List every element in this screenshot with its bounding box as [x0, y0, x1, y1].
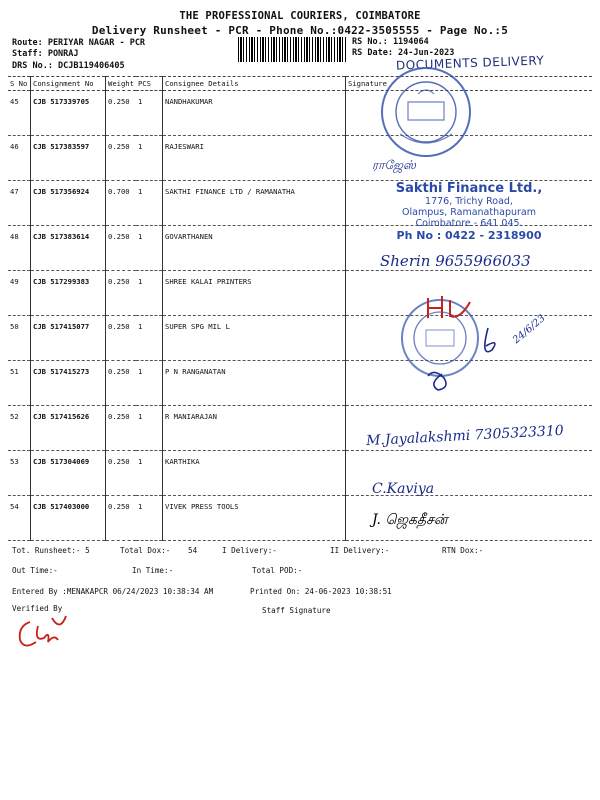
signature-53: C.Kaviya [372, 481, 435, 497]
cell-sno: 49 [8, 271, 31, 316]
cell-pcs: 1 [136, 91, 163, 136]
col-sno: S No [8, 77, 31, 91]
table-row [8, 271, 592, 316]
i-delivery: I Delivery:- [222, 546, 277, 555]
cell-sno: 54 [8, 496, 31, 541]
rtn-dox: RTN Dox:- [442, 546, 484, 555]
company-title: THE PROFESSIONAL COURIERS, COIMBATORE [179, 10, 421, 22]
printed-on: Printed On: 24-06-2023 10:38:51 [250, 587, 392, 596]
table-row [8, 316, 592, 361]
cell-sno: 48 [8, 226, 31, 271]
entered-by: Entered By :MENAKAPCR 06/24/2023 10:38:34 AM [12, 587, 214, 596]
handwritten-scribbles-icon [420, 288, 500, 398]
cell-sno: 45 [8, 91, 31, 136]
out-time: Out Time:- [12, 566, 58, 575]
cell-weight: 0.250 [106, 496, 137, 541]
drs-label: DRS No.: DCJB119406405 [12, 61, 125, 71]
table-row [8, 136, 592, 181]
cell-sno: 52 [8, 406, 31, 451]
cell-pcs: 1 [136, 406, 163, 451]
cell-sno: 47 [8, 181, 31, 226]
cell-weight: 0.250 [106, 91, 137, 136]
cell-pcs: 1 [136, 451, 163, 496]
col-consignment: Consignment No [31, 77, 106, 91]
cell-consignment: CJB 517403000 [31, 496, 106, 541]
cell-consignee: NANDHAKUMAR [163, 91, 346, 136]
documents-delivery-stamp: DOCUMENTS DELIVERY [395, 53, 545, 73]
cell-pcs: 1 [136, 181, 163, 226]
runsheet-subtitle: Delivery Runsheet - PCR - Phone No.:0422-3505555 - Page No.:5 [91, 24, 509, 37]
table-header-row [8, 77, 592, 91]
cell-consignment: CJB 517415273 [31, 361, 106, 406]
total-dox-value: 54 [188, 546, 198, 555]
tot-runsheet: Tot. Runsheet:- 5 [12, 546, 90, 555]
cell-consignee: SUPER SPG MIL L [163, 316, 346, 361]
stamp-address-line2: Olampus, Ramanathapuram [402, 207, 536, 218]
cell-consignment: CJB 517339705 [31, 91, 106, 136]
cell-weight: 0.250 [106, 451, 137, 496]
staff-label: Staff: PONRAJ [12, 49, 79, 59]
staff-signature-label: Staff Signature [262, 606, 331, 615]
cell-consignee: VIVEK PRESS TOOLS [163, 496, 346, 541]
cell-sno: 50 [8, 316, 31, 361]
rs-date: RS Date: 24-Jun-2023 [352, 48, 455, 58]
cell-pcs: 1 [136, 496, 163, 541]
cell-consignee: R MANIARAJAN [163, 406, 346, 451]
cell-sno: 53 [8, 451, 31, 496]
stamp-address-line3: Coimbatore - 641 045. [415, 218, 523, 229]
barcode [238, 37, 346, 62]
cell-weight: 0.700 [106, 181, 137, 226]
cell-weight: 0.250 [106, 271, 137, 316]
cell-consignment: CJB 517415077 [31, 316, 106, 361]
cell-consignment: CJB 517304069 [31, 451, 106, 496]
verified-by: Verified By [12, 604, 63, 613]
stamp-phone: Ph No : 0422 - 2318900 [396, 229, 542, 242]
cell-consignee: KARTHIKA [163, 451, 346, 496]
cell-weight: 0.250 [106, 361, 137, 406]
cell-weight: 0.250 [106, 226, 137, 271]
ii-delivery: II Delivery:- [330, 546, 390, 555]
cell-consignee: SAKTHI FINANCE LTD / RAMANATHA [163, 181, 346, 226]
signature-50-date: 24/6/23 [510, 312, 548, 347]
stamp-address-line1: 1776, Trichy Road, [425, 196, 513, 207]
signature-54: J. ஜெகதீசன் [372, 512, 448, 528]
cell-consignee: SHREE KALAI PRINTERS [163, 271, 346, 316]
in-time: In Time:- [132, 566, 174, 575]
cell-pcs: 1 [136, 316, 163, 361]
cell-sno: 46 [8, 136, 31, 181]
cell-consignment: CJB 517383597 [31, 136, 106, 181]
table-row [8, 496, 592, 541]
cell-weight: 0.250 [106, 316, 137, 361]
signature-52: M.Jayalakshmi 7305323310 [365, 422, 565, 450]
cell-consignment: CJB 517415626 [31, 406, 106, 451]
cell-pcs: 1 [136, 226, 163, 271]
cell-pcs: 1 [136, 271, 163, 316]
company-stamp [384, 181, 554, 242]
table-row [8, 361, 592, 406]
cell-consignment: CJB 517383614 [31, 226, 106, 271]
rs-no: RS No.: 1194064 [352, 37, 429, 47]
cell-weight: 0.250 [106, 406, 137, 451]
total-pod: Total POD:- [252, 566, 303, 575]
table-row [8, 91, 592, 136]
table-row [8, 451, 592, 496]
signature-49: Sherin 9655966033 [380, 252, 531, 270]
cell-consignment: CJB 517356924 [31, 181, 106, 226]
runsheet-table [8, 76, 592, 541]
verification-signature-icon [14, 612, 70, 658]
stamp-company-name: Sakthi Finance Ltd., [395, 181, 543, 196]
col-signature: Signature [346, 77, 593, 91]
route-label: Route: PERIYAR NAGAR - PCR [12, 38, 146, 48]
cell-consignee: P N RANGANATAN [163, 361, 346, 406]
cell-consignee: GOVARTHANEN [163, 226, 346, 271]
cell-sno: 51 [8, 361, 31, 406]
cell-consignment: CJB 517299383 [31, 271, 106, 316]
col-weight: Weight [106, 77, 137, 91]
col-pcs: PCS [136, 77, 163, 91]
cell-pcs: 1 [136, 361, 163, 406]
signature-46: ராஜேஸ் [372, 158, 416, 172]
cell-weight: 0.250 [106, 136, 137, 181]
col-consignee: Consignee Details [163, 77, 346, 91]
cell-consignee: RAJESWARI [163, 136, 346, 181]
cell-pcs: 1 [136, 136, 163, 181]
courier-seal-stamp-icon [378, 64, 474, 160]
total-dox-label: Total Dox:- [120, 546, 171, 555]
